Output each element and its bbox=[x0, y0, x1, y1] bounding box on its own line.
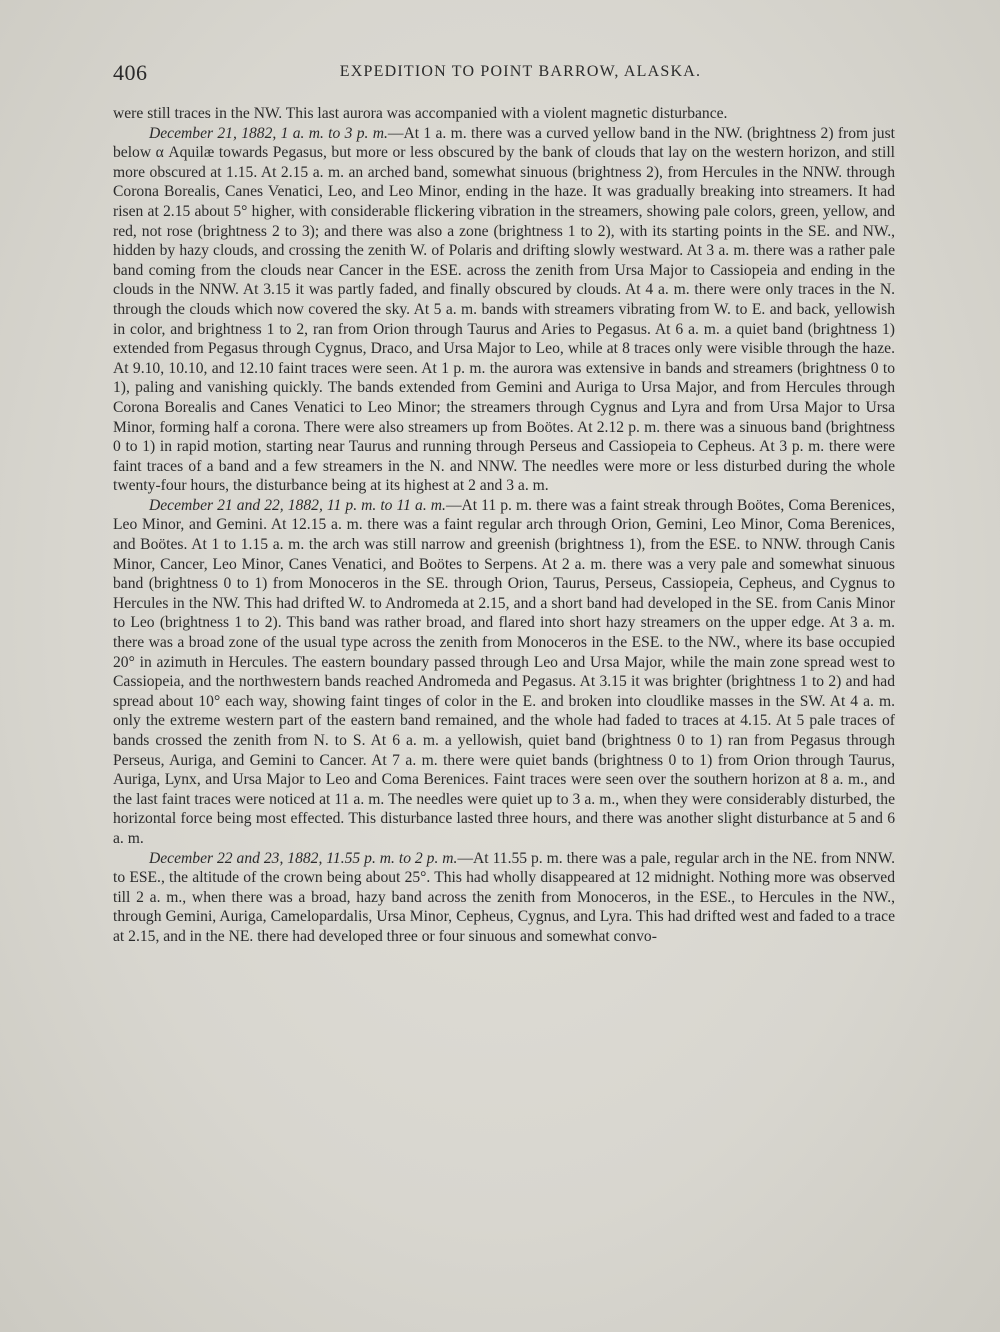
page-number: 406 bbox=[113, 60, 148, 85]
paragraph-text: —At 1 a. m. there was a curved yellow band in the NW. (brightness 2) from just below α Aquilæ towards Pegasus, but more or less obscured by the bank of clouds that lay on the western horizon, and still more obscured at 1.15. At 2.15 a. m. an arched band, somewhat sinuous (brightness 2), from Hercules in the NNW. through Corona Borealis, Canes Venatici, Leo, and Leo Minor, ending in the haze. It was gradually breaking into streamers. It had risen at 2.15 about 5° higher, with considerable flickering vibration in the streamers, showing pale colors, green, yellow, and red, not rose (brightness 2 to 3); and there was also a zone (brightness 1 to 2), with its starting points in the SE. and NW., hidden by hazy clouds, and crossing the zenith W. of Polaris and drifting slowly westward. At 3 a. m. there was a rather pale band coming from the clouds near Cancer in the ESE. across the zenith from Ursa Major to Cassiopeia and ending in the clouds in the NNW. At 3.15 it was partly faded, and finally obscured by clouds. At 4 a. m. there were only traces in the N. through the clouds which now covered the sky. At 5 a. m. bands with streamers vibrating from W. to E. and back, yellowish in color, and brightness 1 to 2, ran from Orion through Taurus and Aries to Pegasus. At 6 a. m. a quiet band (brightness 1) extended from Pegasus through Cygnus, Draco, and Ursa Major to Leo, while at 8 traces only were visible through the haze. At 9.10, 10.10, and 12.10 faint traces were seen. At 1 p. m. the aurora was extensive in bands and streamers (brightness 0 to 1), paling and vanishing quickly. The bands extended from Gemini and Auriga to Ursa Major, and from Hercules through Corona Borealis and Canes Venatici to Leo Minor; the streamers through Cygnus and Lyra and from Ursa Major to Ursa Minor, forming half a corona. There were also streamers up from Boötes. At 2.12 p. m. there was a sinuous band (brightness 0 to 1) in rapid motion, starting near Taurus and running through Perseus and Cassiopeia to Cepheus. At 3 p. m. there were faint traces of a band and a few streamers in the N. and NNW. The needles were more or less disturbed during the whole twenty-four hours, the disturbance being at its highest at 2 and 3 a. m. bbox=[113, 124, 896, 495]
paragraph-dec-21-22 bbox=[113, 496, 895, 849]
date-heading: December 21 and 22, 1882, 11 p. m. to 11 a. m. bbox=[149, 496, 446, 514]
running-title: EXPEDITION TO POINT BARROW, ALASKA. bbox=[339, 63, 702, 80]
paragraph-dec-21 bbox=[113, 124, 895, 496]
paragraph-text: —At 11.55 p. m. there was a pale, regular arch in the NE. from NNW. to ESE., the altitude of the crown being about 25°. This had wholly disappeared at 12 midnight. Nothing more was observed till 2 a. m., when there was a broad, hazy band across the zenith from Monoceros, in the ESE., to Hercules in the NW., through Gemini, Auriga, Camelopardalis, Ursa Minor, Cepheus, Cygnus, and Lyra. This had drifted west and faded to a trace at 2.15, and in the NE. there had developed three or four sinuous and somewhat convo- bbox=[113, 849, 895, 945]
paragraph-text: were still traces in the NW. This last aurora was accompanied with a violent magnetic disturbance. bbox=[113, 105, 728, 122]
paragraph-continuation bbox=[113, 104, 895, 124]
paragraph-text: —At 11 p. m. there was a faint streak through Boötes, Coma Berenices, Leo Minor, and Gemini. At 12.15 a. m. there was a faint regular arch through Orion, Gemini, Leo Minor, Coma Berenices, and Boötes. At 1 to 1.15 a. m. the arch was still narrow and greenish (brightness 1), from the ESE. to NNW. through Canis Minor, Cancer, Leo Minor, Canes Venatici, and Boötes to Serpens. At 2 a. m. there was a very pale and somewhat sinuous band (brightness 0 to 1) from Monoceros in the SE. through Orion, Taurus, Perseus, Cassiopeia, Cepheus, and Cygnus to Hercules in the NW. This had drifted W. to Andromeda at 2.15, and a short band had developed in the SE. from Canis Minor to Leo (brightness 1 to 2). This band was rather broad, and flared into short hazy streamers on the upper edge. At 3 a. m. there was a broad zone of the usual type across the zenith from Monoceros in the ESE. to the NW., where its base occupied 20° in azimuth in Hercules. The eastern boundary passed through Leo and Ursa Major, while the main zone spread west to Cassiopeia, and the northwestern bands reached Andromeda and Pegasus. At 3.15 it was brighter (brightness 1 to 2) and had spread about 10° each way, showing faint tinges of color in the E. and broken into cloudlike masses in the SW. At 4 a. m. only the extreme western part of the eastern band remained, and the whole had faded to traces at 4.15. At 5 pale traces of bands crossed the zenith from N. to S. At 6 a. m. a yellowish, quiet band (brightness 0 to 1) ran from Pegasus through Perseus, Auriga, and Gemini to Cancer. At 7 a. m. there were quiet bands (brightness 0 to 1) from Orion through Taurus, Auriga, Lynx, and Ursa Major to Leo and Coma Berenices. Faint traces were seen over the southern horizon at 8 a. m., and the last faint traces were noticed at 11 a. m. The needles were quiet up to 3 a. m., when they were considerably disturbed, the horizontal force being most effected. This disturbance lasted three hours, and there was another slight disturbance at 5 and 6 a. m. bbox=[113, 496, 895, 847]
paragraph-dec-22-23 bbox=[113, 849, 895, 947]
date-heading: December 22 and 23, 1882, 11.55 p. m. to 2 p. m. bbox=[149, 849, 458, 867]
body-text bbox=[113, 104, 895, 947]
page-header bbox=[113, 60, 898, 86]
date-heading: December 21, 1882, 1 a. m. to 3 p. m. bbox=[149, 124, 388, 142]
